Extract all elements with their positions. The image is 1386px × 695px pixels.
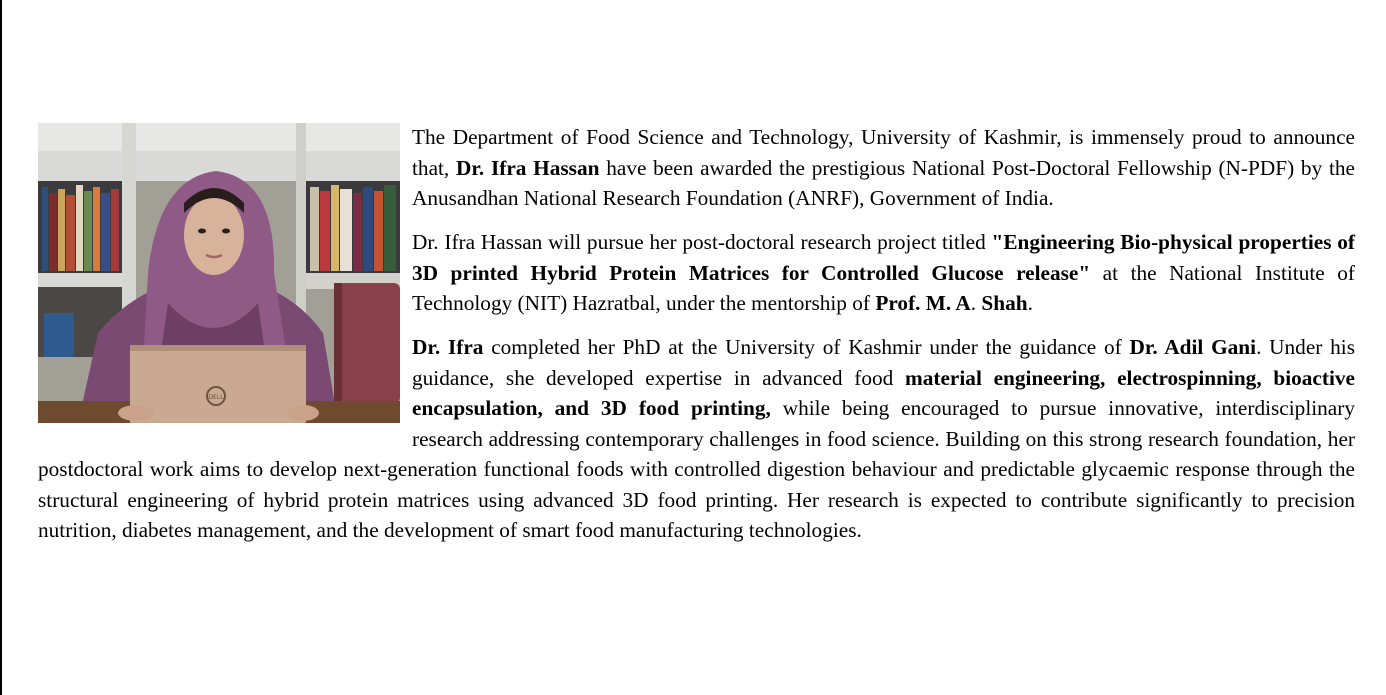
expertise-areas: material engineering, electrospinning, bioactive encapsulation, and 3D food printing, — [412, 365, 1355, 420]
page-border — [0, 0, 2, 695]
supervisor-name: Dr. Adil Gani — [1129, 335, 1257, 359]
mentor-name-part1: Prof. M. A — [875, 291, 971, 315]
mentor-name-part2: Shah — [981, 291, 1028, 315]
laptop-logo: DELL — [208, 394, 224, 401]
researcher-name: Dr. Ifra — [412, 335, 484, 359]
portrait-photo — [38, 123, 400, 423]
project-title: "Engineering Bio-physical properties of 3D printed Hybrid Protein Matrices for Controlled Glucose release" — [412, 230, 1355, 285]
paragraph-project: Dr. Ifra Hassan will pursue her post-doctoral research project titled "Engineering Bio-physical properties of 3D printed Hybrid Protein Matrices for Controlled Glucose release" at the National Institute of Technology (NIT) Hazratbal, under the mentorship of Prof. M. A. Shah. — [412, 230, 1355, 315]
paragraph-background: Dr. Ifra completed her PhD at the University of Kashmir under the guidance of Dr. Adil Gani. Under his guidance, she developed expertise in advanced food material engineering, electrospinning, bioactive encapsulation, and 3D food printing, while being encouraged to pursue innovative, interdisciplinary research addressing contemporary challenges in food science. Building on this strong research foundation, her postdoctoral work aims to develop next-generation functional foods with controlled digestion behaviour and predictable glycaemic response through the structural engineering of hybrid protein matrices using advanced 3D food printing. Her research is expected to contribute significantly to precision nutrition, diabetes management, and the development of smart food manufacturing technologies. — [38, 335, 1355, 542]
portrait-illustration — [38, 123, 400, 423]
awardee-name: Dr. Ifra Hassan — [456, 155, 600, 180]
paragraph-announcement: The Department of Food Science and Technology, University of Kashmir, is immensely proud to announce that, Dr. Ifra Hassan have been awarded the prestigious National Post-Doctoral Fellowship (N-PDF) by the Anusandhan National Research Foundation (ANRF), Government of India. — [412, 125, 1355, 210]
article-body — [38, 120, 1355, 546]
